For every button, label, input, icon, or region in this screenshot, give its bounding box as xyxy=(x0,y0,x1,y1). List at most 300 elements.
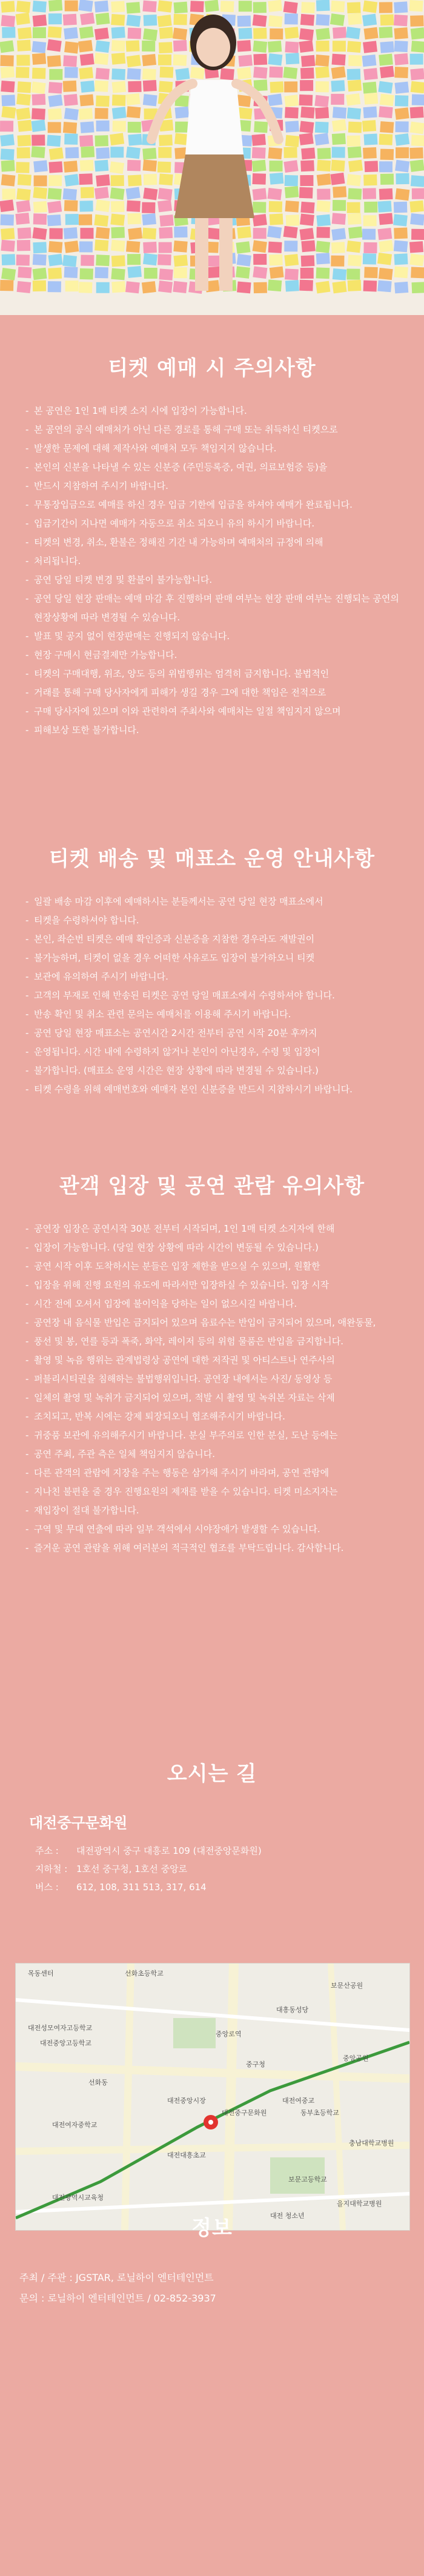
sticky-note xyxy=(316,28,330,40)
sticky-note xyxy=(395,133,409,146)
sticky-note xyxy=(142,202,155,213)
sticky-note xyxy=(380,149,394,161)
sticky-note xyxy=(158,188,173,200)
sticky-note xyxy=(142,228,156,239)
sticky-note xyxy=(48,13,62,24)
list-item: - 본 공연의 공식 예매처가 아닌 다른 경로를 통해 구매 또는 취득하신 티켓으로 xyxy=(34,420,400,439)
info-line: 문의 : 로닐하이 엔터테인먼트 / 02-852-3937 xyxy=(19,2292,216,2304)
sticky-note xyxy=(395,188,409,201)
sticky-note xyxy=(94,160,108,172)
sticky-note xyxy=(346,269,360,280)
sticky-note xyxy=(283,147,297,158)
map-place-label: 대전대흥초교 xyxy=(167,2151,206,2159)
sticky-note xyxy=(317,188,330,199)
list-item: - 공연 당일 티켓 변경 및 환불이 불가능합니다. xyxy=(34,571,400,589)
sticky-note xyxy=(94,187,109,199)
sticky-note xyxy=(112,107,127,119)
sticky-note xyxy=(33,213,47,225)
sticky-note xyxy=(47,201,62,213)
sticky-note xyxy=(396,173,409,184)
sticky-note xyxy=(253,15,267,27)
sticky-note xyxy=(16,67,29,78)
sticky-note xyxy=(253,240,267,253)
sticky-note xyxy=(79,282,93,293)
sticky-note xyxy=(190,1,204,12)
sticky-note xyxy=(48,161,62,173)
sticky-note xyxy=(268,41,282,53)
sticky-note xyxy=(33,27,46,38)
sticky-note xyxy=(379,268,393,280)
list-item: - 구역 및 무대 연출에 따라 일부 객석에서 시야장애가 발생할 수 있습니다. xyxy=(34,1520,400,1539)
sticky-note xyxy=(316,253,330,264)
section-title: 정보 xyxy=(191,2216,233,2240)
directions-section xyxy=(0,1757,424,2220)
sticky-note xyxy=(0,40,14,53)
sticky-note xyxy=(253,202,266,213)
sticky-note xyxy=(173,28,187,41)
sticky-note xyxy=(317,148,331,159)
sticky-note xyxy=(49,228,62,239)
sticky-note xyxy=(348,213,362,225)
sticky-note xyxy=(127,160,141,171)
sticky-note xyxy=(379,213,393,225)
sticky-note xyxy=(48,281,61,292)
sticky-note xyxy=(285,175,298,187)
sticky-note xyxy=(18,27,32,39)
sticky-note xyxy=(314,95,329,107)
sticky-note xyxy=(409,0,423,12)
map-place-label: 대전성모여자고등학교 xyxy=(28,2024,93,2032)
sticky-note xyxy=(49,69,62,80)
sticky-note xyxy=(2,27,15,38)
sticky-note xyxy=(64,161,78,173)
section-title: 티켓 배송 및 매표소 운영 안내사항 xyxy=(49,847,375,871)
sticky-note xyxy=(32,94,46,105)
sticky-note xyxy=(237,16,251,27)
sticky-note xyxy=(300,68,314,79)
sticky-note xyxy=(79,173,93,185)
map-place-label: 동부초등학교 xyxy=(300,2109,339,2117)
sticky-note xyxy=(111,227,125,239)
sticky-note xyxy=(48,0,62,12)
sticky-note xyxy=(143,94,157,106)
sticky-note xyxy=(1,1,15,13)
sticky-note xyxy=(32,53,46,65)
sticky-note xyxy=(364,93,378,105)
sticky-note xyxy=(394,282,408,293)
sticky-note xyxy=(362,120,376,131)
sticky-note xyxy=(48,268,62,279)
sticky-note xyxy=(379,188,393,200)
sticky-note xyxy=(331,66,346,79)
sticky-note xyxy=(380,15,394,26)
sticky-note xyxy=(253,173,267,185)
sticky-note xyxy=(394,15,408,26)
sticky-note xyxy=(316,214,330,227)
sticky-note xyxy=(330,173,345,185)
sticky-note xyxy=(268,242,282,253)
list-item: - 본인의 신분을 나타낼 수 있는 신분증 (주민등록증, 여권, 의료보험증 등)을 xyxy=(34,458,400,477)
sticky-note xyxy=(17,40,31,51)
sticky-note xyxy=(411,41,424,53)
sticky-note xyxy=(331,228,346,241)
map-place-label: 중앙공원 xyxy=(343,2054,369,2062)
sticky-note xyxy=(316,267,330,279)
address-key: 버스 : xyxy=(35,1882,59,1893)
sticky-note xyxy=(301,2,315,13)
sticky-note xyxy=(33,268,47,281)
sticky-note xyxy=(127,55,141,67)
sticky-note xyxy=(314,133,329,145)
address-block xyxy=(35,1842,424,1896)
sticky-note xyxy=(285,121,299,133)
sticky-note xyxy=(270,28,283,39)
sticky-note xyxy=(64,41,79,53)
sticky-note xyxy=(157,15,172,27)
sticky-note xyxy=(16,188,31,201)
sticky-note xyxy=(18,174,31,185)
sticky-note xyxy=(80,53,94,65)
sticky-note xyxy=(394,41,408,52)
sticky-note xyxy=(63,55,77,67)
sticky-note xyxy=(125,281,140,293)
sticky-note xyxy=(64,133,78,144)
address-key: 주소 : xyxy=(35,1845,59,1856)
sticky-note xyxy=(65,214,79,225)
sticky-note xyxy=(175,107,190,119)
sticky-note xyxy=(332,213,346,225)
sticky-note xyxy=(111,255,125,267)
sticky-note xyxy=(379,161,393,172)
sticky-note xyxy=(348,80,362,92)
sticky-note xyxy=(126,93,141,105)
sticky-note xyxy=(348,160,363,173)
sticky-note xyxy=(270,81,284,93)
sticky-note xyxy=(331,160,345,172)
sticky-note xyxy=(157,0,172,12)
sticky-note xyxy=(365,161,379,172)
list-item: - 구매 당사자에 있으며 이와 관련하여 주최사와 예매처는 일절 책임지지 않으며 xyxy=(34,702,400,721)
sticky-note xyxy=(17,147,30,158)
sticky-note xyxy=(346,93,360,106)
list-item: - 처리됩니다. xyxy=(34,552,400,571)
sticky-note xyxy=(363,1,377,13)
sticky-note xyxy=(205,0,219,12)
sticky-note xyxy=(17,240,30,251)
list-item: - 발생한 문제에 대해 제작사와 예매처 모두 책임지지 않습니다. xyxy=(34,439,400,458)
sticky-note xyxy=(94,239,108,251)
sticky-note xyxy=(80,13,94,25)
admission-section xyxy=(0,1169,424,1558)
sticky-note xyxy=(159,42,173,53)
sticky-note xyxy=(347,107,362,119)
sticky-note xyxy=(110,147,124,158)
sticky-note xyxy=(62,255,77,267)
sticky-note xyxy=(94,108,108,119)
sticky-note xyxy=(173,281,187,293)
address-row xyxy=(35,1860,424,1878)
sticky-note xyxy=(239,1,252,12)
sticky-note xyxy=(79,201,93,211)
sticky-note xyxy=(0,280,13,291)
sticky-note xyxy=(299,280,313,291)
sticky-note xyxy=(1,160,15,171)
list-item: - 즐거운 공연 관람을 위해 여러분의 적극적인 협조를 부탁드립니다. 감사합니다. xyxy=(34,1539,400,1558)
sticky-note xyxy=(364,202,377,213)
sticky-note xyxy=(63,188,77,201)
sticky-note xyxy=(268,147,282,159)
sticky-note xyxy=(126,147,141,159)
sticky-note xyxy=(126,15,141,27)
sticky-note xyxy=(96,68,110,80)
sticky-note xyxy=(363,253,376,264)
sticky-note xyxy=(143,242,157,253)
sticky-note xyxy=(330,13,345,26)
sticky-note xyxy=(127,266,141,278)
sticky-note xyxy=(142,41,155,51)
sticky-note xyxy=(111,14,125,26)
sticky-note xyxy=(269,201,282,213)
sticky-note xyxy=(348,13,362,25)
sticky-note xyxy=(127,106,141,118)
sticky-note xyxy=(32,68,46,79)
sticky-note xyxy=(1,95,15,106)
sticky-note xyxy=(348,254,362,266)
sticky-note xyxy=(333,107,346,119)
sticky-note xyxy=(126,40,140,51)
map-place-label: 대전 청소년 xyxy=(270,2212,305,2220)
admission-list xyxy=(0,1220,424,1558)
sticky-note xyxy=(127,254,141,265)
location-map[interactable] xyxy=(15,1963,410,2231)
map-place-label: 보문고등학교 xyxy=(288,2176,327,2183)
sticky-note xyxy=(16,55,30,65)
sticky-note xyxy=(144,15,157,26)
sticky-note xyxy=(110,161,124,174)
sticky-note xyxy=(144,268,157,279)
map-graphic xyxy=(16,1964,409,2230)
sticky-note xyxy=(236,95,251,107)
sticky-note xyxy=(300,80,313,91)
sticky-note xyxy=(348,147,362,158)
sticky-note xyxy=(47,214,61,226)
sticky-note xyxy=(378,81,393,94)
list-item: - 입금기간이 지나면 예매가 자동으로 취소 되오니 유의 하시기 바랍니다. xyxy=(34,514,400,533)
sticky-note xyxy=(128,228,142,240)
sticky-note xyxy=(301,55,315,67)
sticky-note xyxy=(80,268,93,280)
list-item: - 일체의 촬영 및 녹취가 금지되어 있으며, 적발 시 촬영 및 녹취본 자료는 삭제 xyxy=(34,1389,400,1407)
sticky-note xyxy=(64,108,79,121)
sticky-note xyxy=(143,80,157,91)
sticky-note xyxy=(2,188,15,199)
sticky-note xyxy=(283,226,298,239)
sticky-note xyxy=(411,81,424,93)
sticky-note xyxy=(395,107,409,120)
sticky-note xyxy=(315,122,329,133)
map-place-label: 대전여중교 xyxy=(282,2097,315,2105)
sticky-note xyxy=(331,256,344,267)
sticky-note xyxy=(285,201,299,213)
sticky-note xyxy=(112,95,126,106)
sticky-note xyxy=(1,268,16,281)
sticky-note xyxy=(237,40,251,51)
sticky-note xyxy=(331,1,345,12)
ticket-caution-section xyxy=(0,351,424,740)
sticky-note xyxy=(363,68,378,80)
sticky-note xyxy=(79,67,93,79)
sticky-note xyxy=(144,174,157,185)
sticky-note xyxy=(268,188,282,200)
sticky-note xyxy=(95,40,110,53)
sticky-note xyxy=(65,281,79,291)
sticky-note xyxy=(363,174,377,186)
sticky-note xyxy=(267,226,282,239)
sticky-note xyxy=(268,0,282,12)
sticky-note xyxy=(363,107,377,119)
list-item: - 입장이 가능합니다. (당일 현장 상황에 따라 시간이 변동될 수 있습니다.) xyxy=(34,1238,400,1257)
sticky-note xyxy=(332,133,346,145)
sticky-note xyxy=(316,81,329,92)
list-item: - 공연 당일 현장 판매는 예매 마감 후 진행하며 판매 여부는 현장 판매 여부는 진행되는 공연의 현장상황에 따라 변경될 수 있습니다. xyxy=(34,589,400,627)
sticky-note xyxy=(254,121,268,133)
sticky-note xyxy=(299,40,314,53)
sticky-note xyxy=(1,106,16,119)
sticky-note xyxy=(253,267,267,279)
sticky-note xyxy=(410,159,424,172)
sticky-note xyxy=(1,148,15,160)
sticky-note xyxy=(299,187,313,199)
sticky-note xyxy=(220,68,234,81)
sticky-note xyxy=(285,13,298,24)
list-item: - 보관에 유의하여 주시기 바랍니다. xyxy=(34,968,400,986)
sticky-note xyxy=(142,68,156,80)
sticky-note xyxy=(363,147,377,159)
sticky-note xyxy=(16,254,30,265)
sticky-note xyxy=(299,95,313,106)
sticky-note xyxy=(33,281,46,291)
list-item: - 일괄 배송 마감 이후에 예매하시는 분들께서는 공연 당일 현장 매표소에서 xyxy=(34,892,400,911)
sticky-note xyxy=(317,227,330,238)
map-place-label: 선화초등학교 xyxy=(125,1970,164,1977)
ticket-delivery-section xyxy=(0,842,424,1099)
sticky-note xyxy=(348,188,362,199)
sticky-note xyxy=(316,0,330,11)
sticky-note xyxy=(270,173,283,185)
sticky-note xyxy=(34,175,47,186)
sticky-note xyxy=(379,134,393,145)
sticky-note xyxy=(364,27,379,40)
sticky-note xyxy=(332,54,346,65)
list-item: - 풍선 및 봉, 연를 등과 폭죽, 화약, 레이저 등의 위험 물품은 반입을 금지합니다. xyxy=(34,1332,400,1351)
sticky-note xyxy=(394,267,408,279)
sticky-note-wall-photo xyxy=(0,0,424,315)
sticky-note xyxy=(94,1,108,13)
sticky-note xyxy=(18,267,31,278)
sticky-note xyxy=(175,122,188,133)
sticky-note xyxy=(142,213,156,225)
sticky-note xyxy=(301,255,315,267)
sticky-note xyxy=(33,15,47,27)
sticky-note xyxy=(285,41,299,53)
sticky-note xyxy=(285,107,299,119)
sticky-note xyxy=(348,280,362,291)
sticky-note xyxy=(16,1,31,13)
sticky-note xyxy=(96,13,110,25)
sticky-note xyxy=(96,95,110,107)
sticky-note xyxy=(16,93,31,105)
sticky-note xyxy=(158,147,171,158)
sticky-note xyxy=(16,13,30,25)
map-place-label: 선화동 xyxy=(88,2079,108,2086)
sticky-note xyxy=(111,53,126,65)
list-item: - 티켓의 변경, 취소, 환불은 정해진 기간 내 가능하며 예매처의 규정에 의해 xyxy=(34,533,400,552)
sticky-note xyxy=(394,241,408,253)
sticky-note xyxy=(379,240,393,253)
map-place-label: 을지대학교병원 xyxy=(337,2200,382,2208)
sticky-note xyxy=(253,28,267,39)
list-item: - 재입장이 절대 불가합니다. xyxy=(34,1501,400,1520)
sticky-note xyxy=(347,202,360,213)
sticky-note xyxy=(284,81,297,92)
sticky-note xyxy=(253,214,267,227)
sticky-note xyxy=(96,121,110,131)
sticky-note xyxy=(411,175,424,187)
sticky-note xyxy=(64,174,79,187)
sticky-note xyxy=(362,14,377,27)
sticky-note xyxy=(15,213,30,225)
list-item: - 거래를 통해 구매 당사자에게 피해가 생길 경우 그에 대한 책임은 전적으로 xyxy=(34,683,400,702)
sticky-note xyxy=(285,186,299,198)
sticky-note xyxy=(173,254,188,267)
sticky-note xyxy=(252,160,267,172)
sticky-note xyxy=(346,174,361,186)
sticky-note xyxy=(126,187,141,200)
sticky-note xyxy=(49,147,64,160)
list-item: - 발표 및 공지 없이 현장판매는 진행되지 않습니다. xyxy=(34,627,400,646)
sticky-note xyxy=(270,213,283,225)
sticky-note xyxy=(126,241,140,253)
sticky-note xyxy=(48,175,62,186)
list-item: - 지나친 불편을 줄 경우 진행요원의 제재를 받을 수 있습니다. 티켓 미소지자는 xyxy=(34,1482,400,1501)
list-item: - 무통장입금으로 예매를 하신 경우 입금 기한에 입금을 하셔야 예매가 완료됩니다. xyxy=(34,496,400,514)
sticky-note xyxy=(48,188,62,200)
sticky-note xyxy=(1,228,15,240)
list-item: - 본 공연은 1인 1매 티켓 소지 시에 입장이 가능합니다. xyxy=(34,402,400,420)
map-place-label: 대전여자중학교 xyxy=(52,2121,98,2129)
sticky-note xyxy=(410,68,424,81)
sticky-note xyxy=(48,254,62,267)
sticky-note xyxy=(94,267,108,279)
sticky-note xyxy=(238,55,253,67)
sticky-note xyxy=(410,107,424,118)
sticky-note xyxy=(411,282,424,293)
map-place-label: 목동센터 xyxy=(28,1970,54,1977)
sticky-note xyxy=(159,81,173,93)
sticky-note xyxy=(65,1,78,12)
sticky-note xyxy=(411,27,424,39)
sticky-note xyxy=(270,267,284,279)
sticky-note xyxy=(96,227,110,239)
sticky-note xyxy=(159,242,172,253)
sticky-note xyxy=(253,2,267,13)
sticky-note xyxy=(94,135,108,147)
list-item: - 귀중품 보관에 유의해주시기 바랍니다. 분실 부주의로 인한 분실, 도난 등에는 xyxy=(34,1426,400,1445)
sticky-note xyxy=(283,67,297,79)
sticky-note xyxy=(301,148,315,160)
sticky-note xyxy=(78,40,93,53)
list-item: - 현장 구매시 현금결제만 가능합니다. xyxy=(34,646,400,665)
